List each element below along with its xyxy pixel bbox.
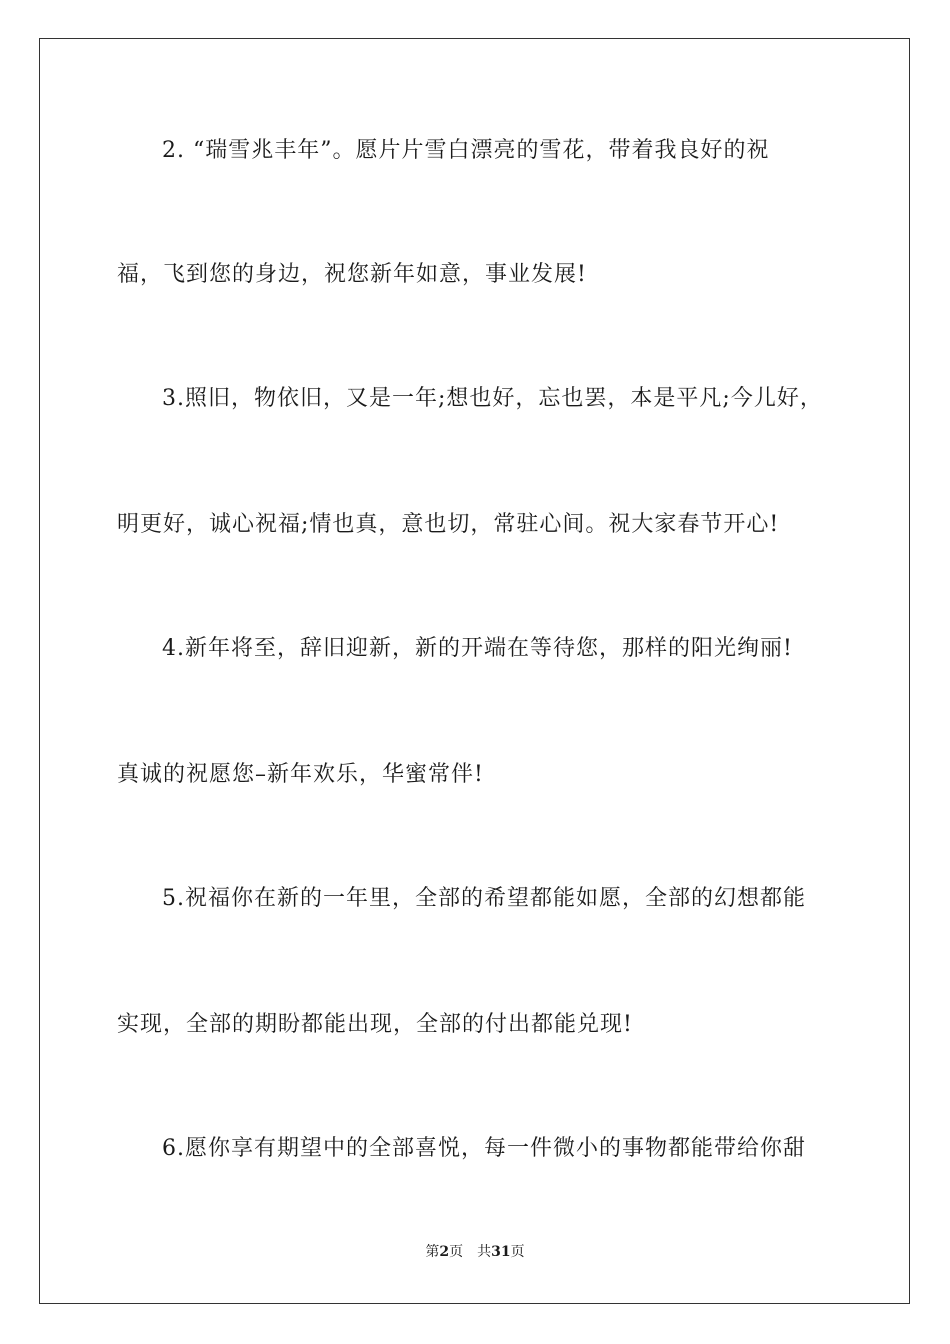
paragraph-2-line-2: 福，飞到您的身边，祝您新年如意，事业发展! [117,262,587,287]
paragraph-3-line-1: 3.照旧，物依旧，又是一年;想也好，忘也罢，本是平凡;今儿好， [162,386,823,411]
page-number: 2 [439,1244,450,1260]
paragraph-3-line-2: 明更好，诚心祝福;情也真，意也切，常驻心间。祝大家春节开心! [117,512,780,537]
page-border [39,38,910,1304]
total-pages: 31 [491,1244,511,1260]
paragraph-5-line-2: 实现，全部的期盼都能出现，全部的付出都能兑现! [117,1012,633,1037]
paragraph-2-line-1: 2. “瑞雪兆丰年”。愿片片雪白漂亮的雪花，带着我良好的祝 [162,138,770,163]
paragraph-4-line-1: 4.新年将至，辞旧迎新，新的开端在等待您，那样的阳光绚丽! [162,636,793,661]
total-prefix: 共 [477,1244,492,1260]
paragraph-5-line-1: 5.祝福你在新的一年里，全部的希望都能如愿，全部的幻想都能 [162,886,806,911]
paragraph-6-line-1: 6.愿你享有期望中的全部喜悦，每一件微小的事物都能带给你甜 [162,1136,806,1161]
page-prefix: 第 [425,1244,440,1260]
page-suffix: 页 [449,1244,464,1260]
paragraph-4-line-2: 真诚的祝愿您–新年欢乐，华蜜常伴! [117,762,484,787]
page-footer [0,1242,950,1262]
total-suffix: 页 [510,1244,525,1260]
